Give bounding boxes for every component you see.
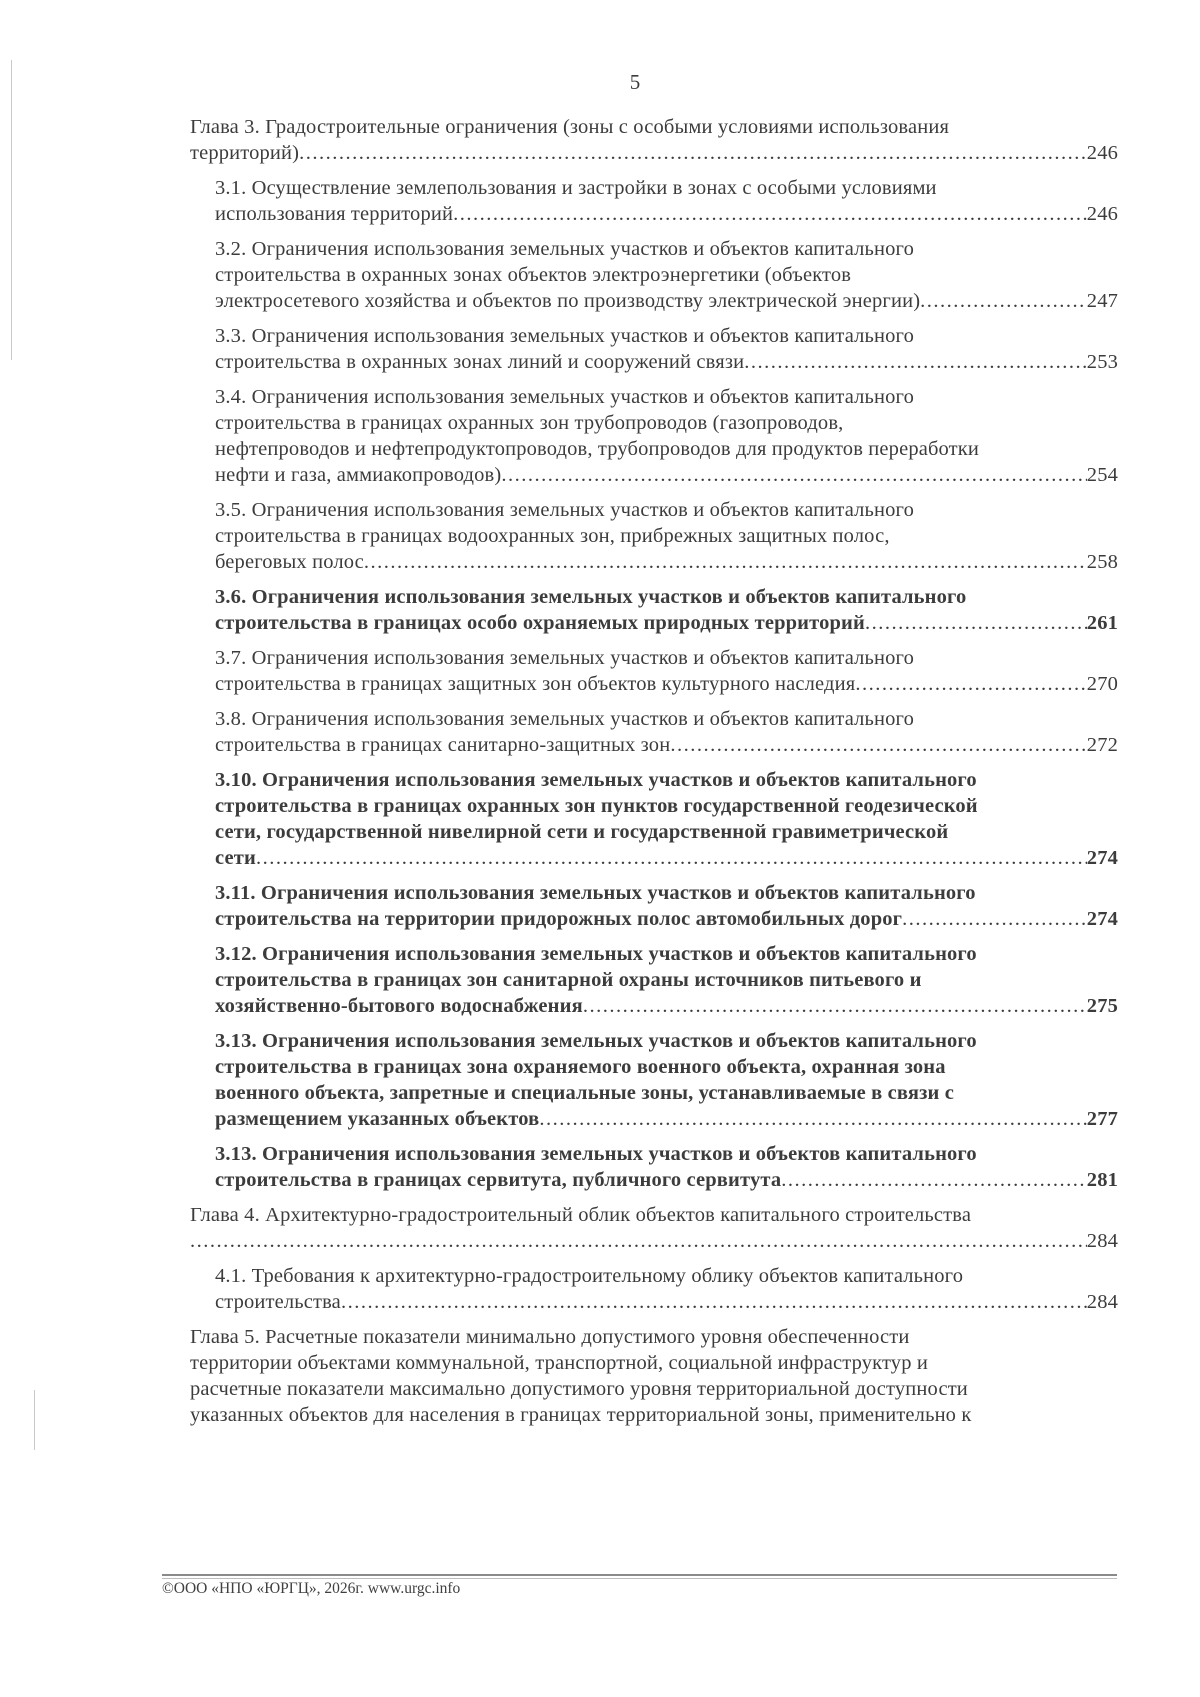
page-number: 5 [629, 70, 641, 94]
toc-entry-line [215, 610, 1118, 636]
toc-entry-text: строительства в границах санитарно-защитных зон [215, 734, 671, 756]
toc-page-number: 247 [1086, 290, 1118, 312]
toc-page-number: 246 [1086, 142, 1118, 164]
toc-entry-text: Глава 5. Расчетные показатели минимально допустимого уровня обеспеченности [190, 1326, 910, 1348]
toc-entry-line [215, 201, 1118, 227]
toc-entry-text: хозяйственно-бытового водоснабжения [215, 995, 583, 1017]
toc-entry-line [215, 941, 1118, 967]
toc-dot-leader [781, 1167, 1087, 1193]
toc-entry-line [190, 1376, 1118, 1402]
toc-entry-line [215, 349, 1118, 375]
toc-entry[interactable] [190, 584, 1118, 636]
toc-page-number: 274 [1086, 908, 1118, 930]
scan-edge-mark [11, 60, 12, 360]
toc-entry[interactable] [190, 1202, 1118, 1254]
toc-dot-leader [256, 845, 1087, 871]
toc-entry-line [215, 1167, 1118, 1193]
toc-entry-line [215, 880, 1118, 906]
toc-entry-line [215, 549, 1118, 575]
toc-entry-text: 3.4. Ограничения использования земельных участков и объектов капитального [215, 386, 914, 408]
toc-entry-text: военного объекта, запретные и специальные зоны, устанавливаемые в связи с [215, 1082, 954, 1104]
toc-entry-text: Глава 4. Архитектурно-градостроительный облик объектов капитального строительства [190, 1204, 972, 1226]
toc-entry[interactable] [190, 236, 1118, 314]
toc-entry-text: строительства в границах охранных зон трубопроводов (газопроводов, [215, 412, 844, 434]
toc-entry-line [215, 384, 1118, 410]
toc-entry-text: 3.6. Ограничения использования земельных участков и объектов капитального [215, 586, 967, 608]
toc-dot-leader [341, 1289, 1087, 1315]
toc-entry-text: 3.1. Осуществление землепользования и застройки в зонах с особыми условиями [215, 177, 937, 199]
toc-entry-text: 3.13. Ограничения использования земельных участков и объектов капитального [215, 1030, 977, 1052]
toc-page-number: 261 [1086, 612, 1118, 634]
toc-entry[interactable] [190, 767, 1118, 871]
toc-entry-line [215, 462, 1118, 488]
footer-divider [162, 1574, 1117, 1576]
footer-copyright: ©ООО «НПО «ЮРГЦ», 2026г. www.urgc.info [162, 1580, 461, 1597]
toc-entry-text: 3.7. Ограничения использования земельных участков и объектов капитального [215, 647, 914, 669]
toc-entry-text: береговых полос [215, 551, 364, 573]
toc-entry-line [215, 706, 1118, 732]
toc-entry-text: территорий) [190, 142, 300, 164]
toc-entry-text: 3.10. Ограничения использования земельных участков и объектов капитального [215, 769, 977, 791]
toc-entry-text: нефтепроводов и нефтепродуктопроводов, трубопроводов для продуктов переработки [215, 438, 980, 460]
toc-page-number: 284 [1086, 1230, 1118, 1252]
toc-entry-text: территории объектами коммунальной, транспортной, социальной инфраструктур и [190, 1352, 928, 1374]
toc-entry-line [215, 967, 1118, 993]
toc-entry-text: Глава 3. Градостроительные ограничения (зоны с особыми условиями использования [190, 116, 950, 138]
toc-entry-line [215, 410, 1118, 436]
toc-entry-line [215, 497, 1118, 523]
toc-entry-line [190, 1228, 1118, 1254]
toc-dot-leader [902, 906, 1087, 932]
toc-entry-text: строительства в охранных зонах линий и сооружений связи [215, 351, 745, 373]
toc-entry-text: 4.1. Требования к архитектурно-градостроительному облику объектов капитального [215, 1265, 964, 1287]
toc-entry-line [190, 1324, 1118, 1350]
toc-entry-line [215, 671, 1118, 697]
scan-edge-mark [34, 1390, 35, 1450]
toc-entry-text: строительства в границах особо охраняемых природных территорий [215, 612, 865, 634]
toc-entry-line [215, 1263, 1118, 1289]
toc-entry-line [215, 767, 1118, 793]
toc-entry-text: расчетные показатели максимально допустимого уровня территориальной доступности [190, 1378, 968, 1400]
toc-entry-line [215, 1289, 1118, 1315]
toc-entry-line [215, 288, 1118, 314]
toc-page-number: 277 [1086, 1108, 1118, 1130]
toc-entry-text: строительства в границах зон санитарной охраны источников питьевого и [215, 969, 922, 991]
toc-entry[interactable] [190, 1324, 1118, 1428]
toc-entry-line [215, 175, 1118, 201]
toc-entry[interactable] [190, 323, 1118, 375]
toc-entry-line [215, 845, 1118, 871]
toc-entry-text: строительства в охранных зонах объектов электроэнергетики (объектов [215, 264, 852, 286]
toc-entry[interactable] [190, 114, 1118, 166]
toc-entry[interactable] [190, 1263, 1118, 1315]
toc-entry-line [190, 1350, 1118, 1376]
toc-entry-text: строительства в границах водоохранных зон, прибрежных защитных полос, [215, 525, 890, 547]
toc-entry-line [190, 1402, 1118, 1428]
toc-entry-text: сети, государственной нивелирной сети и государственной гравиметрической [215, 821, 949, 843]
toc-entry-line [190, 140, 1118, 166]
toc-entry[interactable] [190, 1028, 1118, 1132]
table-of-contents [190, 114, 1118, 1437]
toc-dot-leader [453, 201, 1087, 227]
toc-entry-text: строительства в границах зона охраняемого военного объекта, охранная зона [215, 1056, 946, 1078]
toc-page-number: 254 [1086, 464, 1118, 486]
toc-page-number: 258 [1086, 551, 1118, 573]
toc-entry-line [215, 1141, 1118, 1167]
toc-dot-leader [744, 349, 1087, 375]
toc-entry-text: 3.2. Ограничения использования земельных участков и объектов капитального [215, 238, 914, 260]
toc-page-number: 274 [1086, 847, 1118, 869]
toc-entry-line [215, 236, 1118, 262]
toc-page-number: 246 [1086, 203, 1118, 225]
toc-entry-text: электросетевого хозяйства и объектов по производству электрической энергии) [215, 290, 921, 312]
toc-dot-leader [364, 549, 1087, 575]
toc-page-number: 275 [1086, 995, 1118, 1017]
toc-entry-line [215, 1080, 1118, 1106]
toc-dot-leader [190, 1228, 1087, 1254]
toc-entry-text: размещением указанных объектов [215, 1108, 540, 1130]
toc-entry-text: 3.5. Ограничения использования земельных участков и объектов капитального [215, 499, 914, 521]
toc-entry-line [215, 436, 1118, 462]
toc-entry-text: строительства на территории придорожных полос автомобильных дорог [215, 908, 903, 930]
toc-page-number: 284 [1086, 1291, 1118, 1313]
toc-entry-line [215, 793, 1118, 819]
toc-page-number: 253 [1086, 351, 1118, 373]
footer-divider-thin [162, 1578, 1117, 1579]
toc-entry-line [215, 1028, 1118, 1054]
toc-entry-line [190, 1202, 1118, 1228]
toc-entry-text: строительства в границах сервитута, публичного сервитута [215, 1169, 782, 1191]
toc-entry-text: указанных объектов для населения в границах территориальной зоны, применительно к [190, 1404, 972, 1426]
toc-entry-line [215, 523, 1118, 549]
toc-entry-text: 3.8. Ограничения использования земельных участков и объектов капитального [215, 708, 914, 730]
toc-entry-line [215, 645, 1118, 671]
toc-entry-text: строительства [215, 1291, 341, 1313]
toc-entry-line [215, 906, 1118, 932]
toc-entry-line [215, 993, 1118, 1019]
toc-dot-leader [583, 993, 1087, 1019]
toc-entry[interactable] [190, 941, 1118, 1019]
toc-entry[interactable] [190, 497, 1118, 575]
toc-entry-text: 3.12. Ограничения использования земельных участков и объектов капитального [215, 943, 977, 965]
toc-entry-line [215, 584, 1118, 610]
toc-entry-text: использования территорий [215, 203, 454, 225]
toc-entry[interactable] [190, 706, 1118, 758]
toc-entry-line [215, 819, 1118, 845]
toc-dot-leader [865, 610, 1087, 636]
toc-entry-line [215, 262, 1118, 288]
toc-entry-text: строительства в границах охранных зон пунктов государственной геодезической [215, 795, 978, 817]
toc-entry-text: 3.11. Ограничения использования земельных участков и объектов капитального [215, 882, 976, 904]
toc-entry[interactable] [190, 645, 1118, 697]
toc-entry[interactable] [190, 1141, 1118, 1193]
toc-entry-text: 3.13. Ограничения использования земельных участков и объектов капитального [215, 1143, 977, 1165]
toc-entry-line [215, 732, 1118, 758]
toc-entry-line [215, 1054, 1118, 1080]
toc-page-number: 270 [1086, 673, 1118, 695]
toc-entry-text: строительства в границах защитных зон объектов культурного наследия [215, 673, 856, 695]
toc-page-number: 272 [1086, 734, 1118, 756]
toc-page-number: 281 [1086, 1169, 1118, 1191]
toc-dot-leader [299, 140, 1087, 166]
toc-entry-line [215, 1106, 1118, 1132]
toc-entry[interactable] [190, 880, 1118, 932]
toc-dot-leader [539, 1106, 1086, 1132]
toc-entry-text: 3.3. Ограничения использования земельных участков и объектов капитального [215, 325, 914, 347]
toc-entry-line [215, 323, 1118, 349]
toc-dot-leader [670, 732, 1086, 758]
toc-entry[interactable] [190, 384, 1118, 488]
toc-entry-text: нефти и газа, аммиакопроводов) [215, 464, 502, 486]
toc-dot-leader [920, 288, 1087, 314]
toc-entry[interactable] [190, 175, 1118, 227]
toc-entry-line [190, 114, 1118, 140]
toc-entry-text: сети [215, 847, 256, 869]
toc-dot-leader [501, 462, 1086, 488]
toc-dot-leader [855, 671, 1086, 697]
